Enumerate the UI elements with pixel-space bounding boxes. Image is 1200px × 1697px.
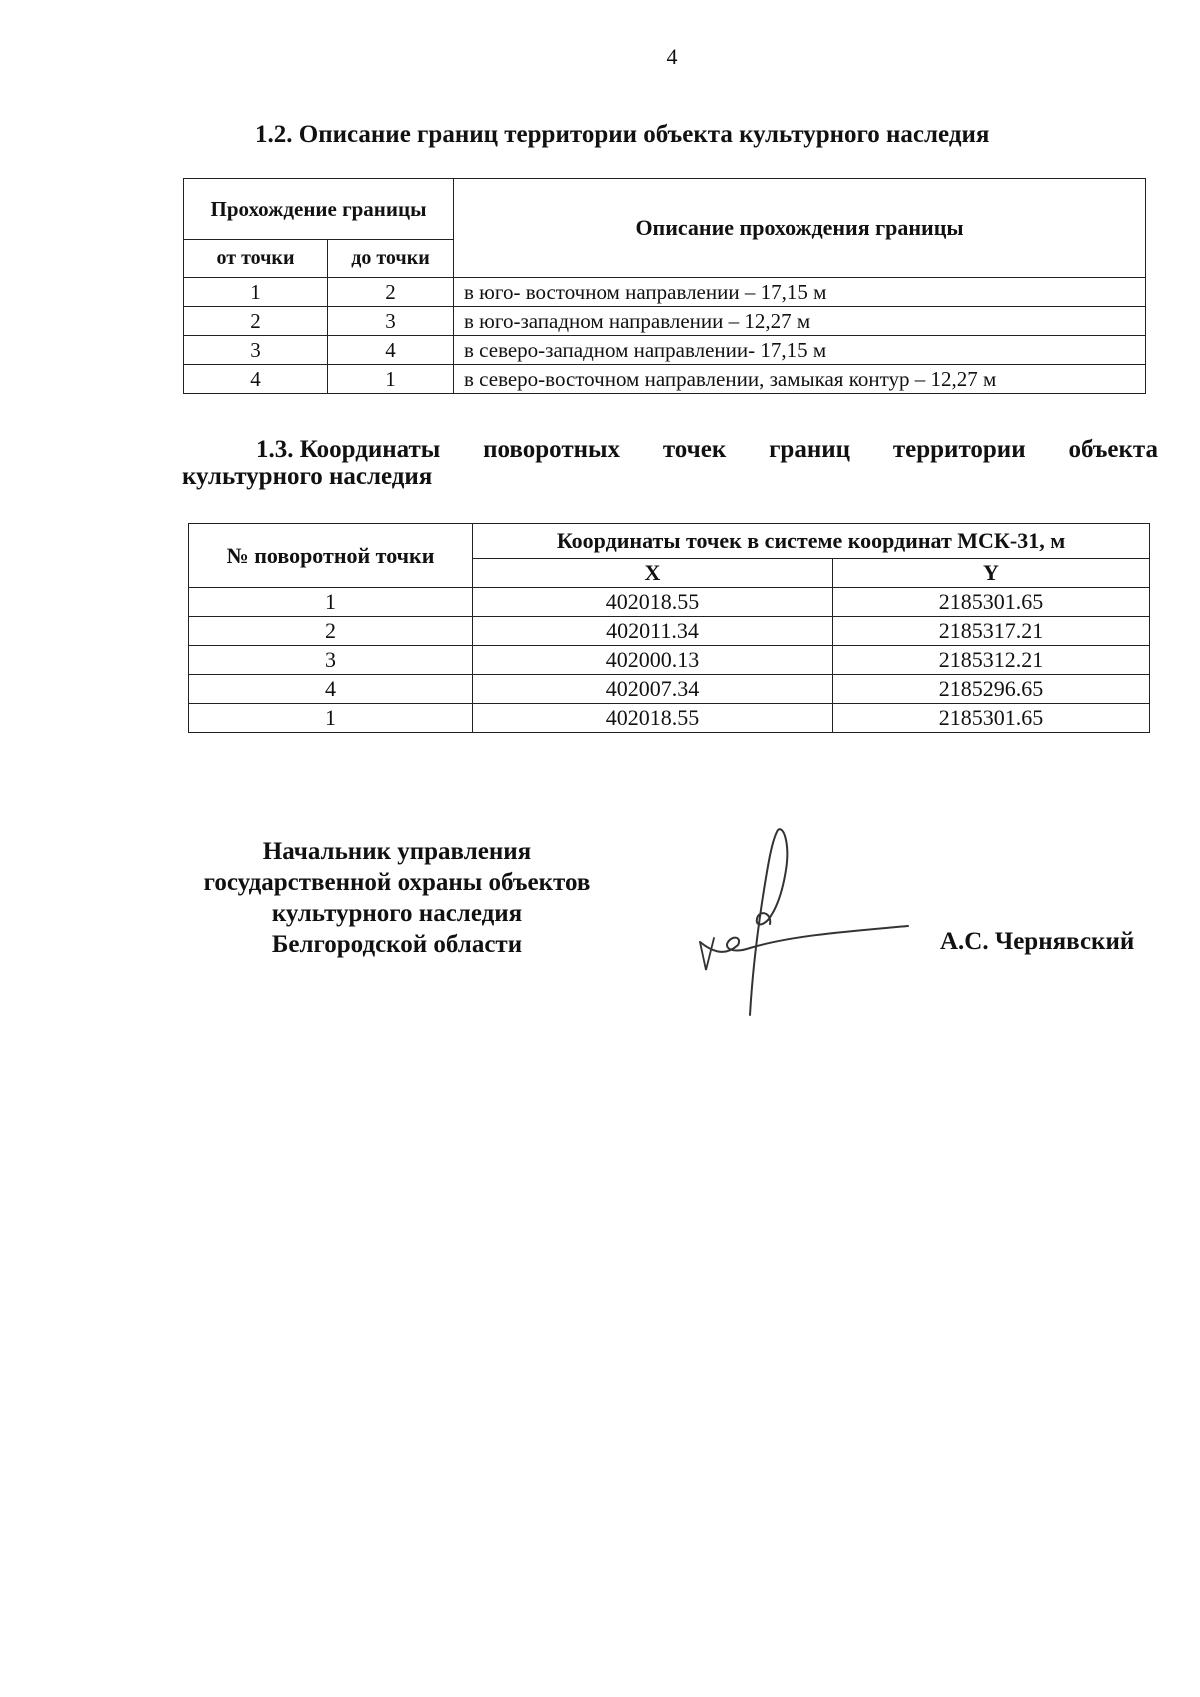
x-cell: 402000.13 <box>473 646 833 675</box>
x-cell: 402011.34 <box>473 617 833 646</box>
table-row <box>189 588 1150 617</box>
from-point-cell: 2 <box>184 307 328 336</box>
y-cell: 2185312.21 <box>833 646 1150 675</box>
point-number-header: № поворотной точки <box>189 524 473 588</box>
title-word: точек <box>662 436 727 463</box>
table-row <box>189 704 1150 733</box>
x-cell: 402018.55 <box>473 588 833 617</box>
table-row <box>189 617 1150 646</box>
point-cell: 1 <box>189 704 473 733</box>
table-row <box>189 646 1150 675</box>
description-cell: в северо-западном направлении- 17,15 м <box>454 336 1146 365</box>
boundary-passage-header: Прохождение границы <box>184 179 454 240</box>
boundary-description-table <box>183 178 1146 394</box>
title-word: границ <box>769 436 851 463</box>
signatory-position <box>182 836 612 960</box>
title-word: поворотных <box>483 436 621 463</box>
point-cell: 3 <box>189 646 473 675</box>
coordinates-table <box>188 523 1150 733</box>
point-cell: 4 <box>189 675 473 704</box>
from-point-cell: 3 <box>184 336 328 365</box>
position-line: Белгородской области <box>271 931 523 958</box>
page-number: 4 <box>666 44 678 69</box>
boundary-description-header: Описание прохождения границы <box>454 179 1146 278</box>
y-cell: 2185301.65 <box>833 704 1150 733</box>
title-word: объекта <box>1068 436 1158 463</box>
position-line: Начальник управления <box>262 838 532 865</box>
title-word: территории <box>892 436 1026 463</box>
point-cell: 2 <box>189 617 473 646</box>
table-row <box>184 307 1146 336</box>
table-row <box>184 278 1146 307</box>
description-cell: в северо-восточном направлении, замыкая контур – 12,27 м <box>454 365 1146 394</box>
to-point-cell: 1 <box>328 365 454 394</box>
x-cell: 402018.55 <box>473 704 833 733</box>
position-line: культурного наследия <box>271 900 523 927</box>
point-cell: 1 <box>189 588 473 617</box>
position-line: государственной охраны объектов <box>203 869 591 896</box>
from-point-cell: 4 <box>184 365 328 394</box>
table-row <box>184 336 1146 365</box>
title-word: 1.3. Координаты <box>256 436 441 463</box>
from-point-cell: 1 <box>184 278 328 307</box>
y-header: Y <box>833 559 1150 588</box>
section-1-2-title: 1.2. Описание границ территории объекта культурного наследия <box>255 121 990 148</box>
from-point-header: от точки <box>184 240 328 278</box>
title-line-2: культурного наследия <box>182 463 433 490</box>
y-cell: 2185301.65 <box>833 588 1150 617</box>
signatory-name: А.С. Чернявский <box>940 928 1135 955</box>
to-point-cell: 4 <box>328 336 454 365</box>
to-point-cell: 3 <box>328 307 454 336</box>
y-cell: 2185296.65 <box>833 675 1150 704</box>
table-row <box>189 675 1150 704</box>
handwritten-signature <box>680 820 910 1030</box>
coordinates-header: Координаты точек в системе координат МСК-31, м <box>473 524 1150 559</box>
description-cell: в юго- восточном направлении – 17,15 м <box>454 278 1146 307</box>
to-point-cell: 2 <box>328 278 454 307</box>
x-cell: 402007.34 <box>473 675 833 704</box>
y-cell: 2185317.21 <box>833 617 1150 646</box>
description-cell: в юго-западном направлении – 12,27 м <box>454 307 1146 336</box>
section-1-3-title <box>182 436 1158 490</box>
x-header: X <box>473 559 833 588</box>
to-point-header: до точки <box>328 240 454 278</box>
table-row <box>184 365 1146 394</box>
